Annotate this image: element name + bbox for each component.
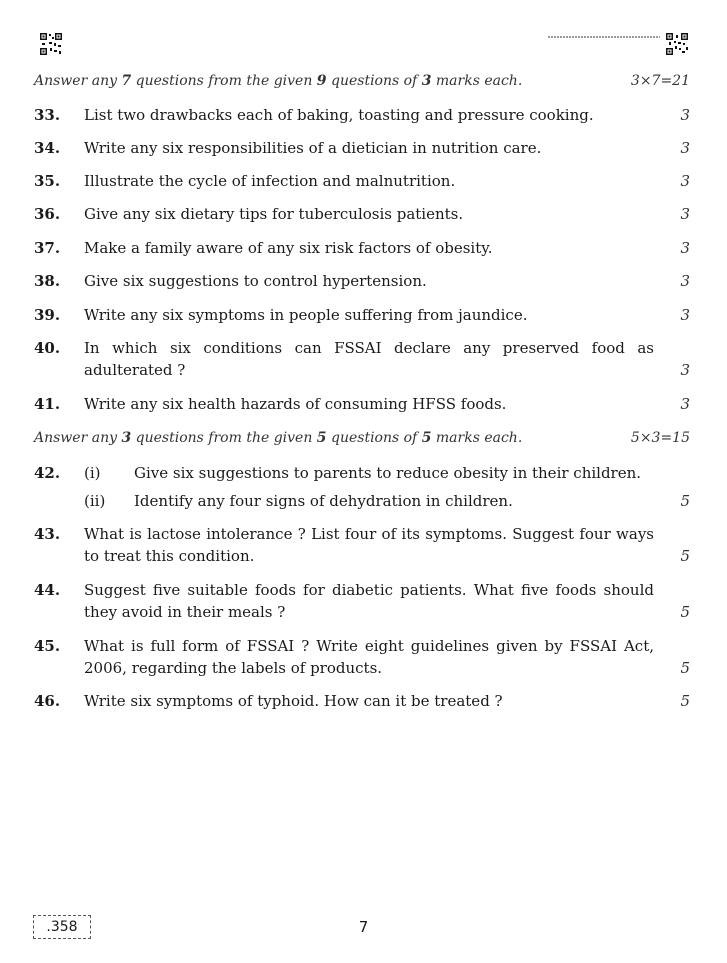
page-number: 7 — [358, 918, 369, 936]
question-marks: 3 — [680, 205, 690, 223]
question-number: 45. — [34, 637, 61, 655]
question-number: 46. — [34, 692, 61, 710]
question-text: Write any six health hazards of consuming HFSS foods. — [84, 395, 507, 413]
question-marks: 5 — [680, 659, 690, 677]
question-number: 37. — [34, 239, 61, 257]
question-text: Give any six dietary tips for tuberculosis patients. — [84, 205, 464, 223]
question-number: 44. — [34, 581, 61, 599]
paper-code: .358 — [33, 915, 91, 939]
question-marks: 5 — [680, 603, 690, 621]
question-marks: 3 — [680, 395, 690, 413]
question-number: 34. — [34, 139, 61, 157]
question-item — [34, 462, 690, 514]
question-marks: 3 — [680, 172, 690, 190]
qr-code-icon — [666, 33, 688, 55]
question-text: Write any six responsibilities of a dietician in nutrition care. — [84, 139, 542, 157]
question-text: Make a family aware of any six risk factors of obesity. — [84, 239, 493, 257]
question-marks: 3 — [680, 239, 690, 257]
question-number: 42. — [34, 464, 61, 482]
header-rule — [548, 36, 660, 38]
question-text: Illustrate the cycle of infection and malnutrition. — [84, 172, 456, 190]
question-number: 36. — [34, 205, 61, 223]
question-item — [34, 635, 690, 679]
question-text: Give six suggestions to control hypertension. — [84, 272, 427, 290]
section-instruction: Answer any 3 questions from the given 5 questions of 5 marks each. 5×3=15 — [34, 430, 690, 446]
question-number: 41. — [34, 395, 61, 413]
question-marks: 5 — [680, 692, 690, 710]
question-number: 33. — [34, 106, 61, 124]
question-text: In which six conditions can FSSAI declare any preserved food as adulterated ? — [84, 339, 654, 379]
question-text: Write any six symptoms in people suffering from jaundice. — [84, 306, 528, 324]
question-marks: 5 — [680, 547, 690, 565]
sub-question-text: Give six suggestions to parents to reduce obesity in their children. — [134, 464, 642, 482]
question-marks: 3 — [680, 139, 690, 157]
question-text: Write six symptoms of typhoid. How can it be treated ? — [84, 692, 503, 710]
question-number: 35. — [34, 172, 61, 190]
sub-question-label: (ii) — [84, 492, 106, 510]
question-item — [34, 579, 690, 623]
question-number: 39. — [34, 306, 61, 324]
sub-question-label: (i) — [84, 464, 101, 482]
question-item — [34, 523, 690, 567]
question-item — [34, 337, 690, 381]
question-text: List two drawbacks each of baking, toasting and pressure cooking. — [84, 106, 594, 124]
question-marks: 3 — [680, 361, 690, 379]
section-instruction: Answer any 7 questions from the given 9 questions of 3 marks each. 3×7=21 — [34, 73, 690, 89]
question-number: 43. — [34, 525, 61, 543]
question-marks: 5 — [680, 492, 690, 510]
question-marks: 3 — [680, 106, 690, 124]
question-text: Suggest five suitable foods for diabetic patients. What five foods should they avoid in their meals ? — [84, 581, 654, 621]
section-total-marks: 3×7=21 — [630, 73, 690, 89]
question-text: What is full form of FSSAI ? Write eight guidelines given by FSSAI Act, 2006, regarding the labels of products. — [84, 637, 654, 677]
question-text: What is lactose intolerance ? List four of its symptoms. Suggest four ways to treat this condition. — [84, 525, 654, 565]
question-marks: 3 — [680, 306, 690, 324]
question-marks: 3 — [680, 272, 690, 290]
question-number: 38. — [34, 272, 61, 290]
qr-code-icon — [40, 33, 62, 55]
question-number: 40. — [34, 339, 61, 357]
section-total-marks: 5×3=15 — [630, 430, 690, 446]
sub-question-text: Identify any four signs of dehydration in children. — [134, 492, 513, 510]
